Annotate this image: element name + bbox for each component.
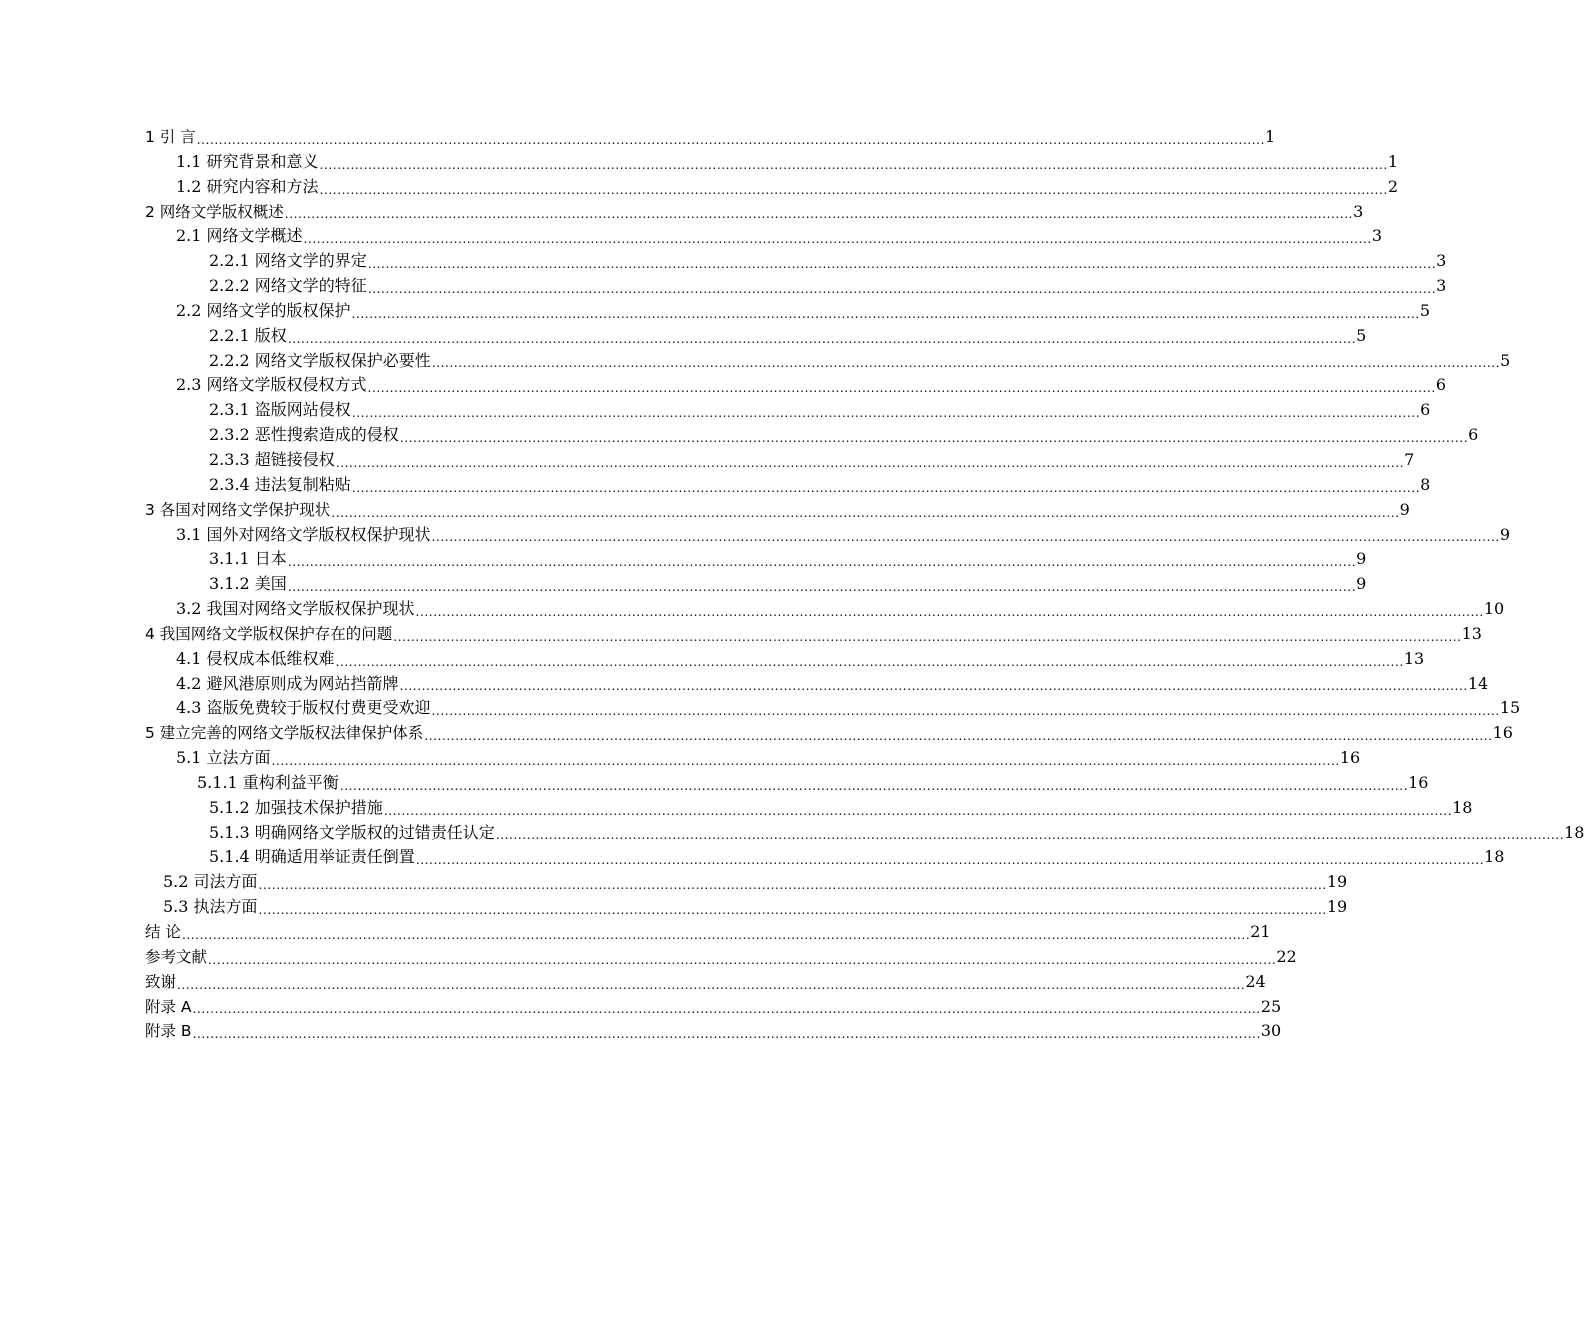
toc-entry-3-1[interactable] (145, 523, 1511, 548)
toc-page-number: 6 (1435, 375, 1447, 395)
toc-page-number: 13 (1461, 623, 1482, 643)
toc-title: 2.2.1 网络文学的界定 (209, 251, 367, 271)
toc-page-number: 18 (1484, 847, 1505, 867)
toc-title: 4.1 侵权成本低维权难 (176, 648, 335, 668)
toc-leader: .................................................................................................................................................................................................................................................. (208, 952, 1277, 967)
toc-title: 5.1.2 加强技术保护措施 (209, 797, 383, 817)
toc-page-number: 1 (1265, 127, 1276, 146)
toc-page-number: 9 (1356, 549, 1367, 569)
toc-leader: .................................................................................................................................................................................................................................................. (287, 331, 1357, 346)
toc-title: 5.1 立法方面 (176, 748, 271, 768)
toc-entry-4[interactable] (145, 622, 1482, 647)
toc-leader: .................................................................................................................................................................................................................................................. (424, 729, 1493, 744)
toc-leader: .................................................................................................................................................................................................................................................. (177, 977, 1246, 992)
toc-leader: .................................................................................................................................................................................................................................................. (383, 803, 1453, 818)
toc-page-number: 14 (1467, 673, 1489, 693)
toc-entry-4-2[interactable] (145, 672, 1489, 697)
toc-entry-references[interactable] (145, 945, 1297, 970)
toc-title: 2.1 网络文学概述 (176, 226, 303, 246)
toc-entry-2-3-3[interactable] (145, 448, 1415, 473)
toc-leader: .................................................................................................................................................................................................................................................. (287, 555, 1357, 570)
toc-leader: .................................................................................................................................................................................................................................................. (335, 455, 1405, 470)
toc-title: 参考文献 (145, 947, 208, 966)
toc-page-number: 16 (1408, 772, 1429, 792)
toc-title: 4 我国网络文学版权保护存在的问题 (145, 624, 393, 643)
toc-title: 2.3.1 盗版网站侵权 (209, 400, 351, 420)
toc-entry-5-3[interactable] (145, 895, 1348, 920)
toc-entry-4-1[interactable] (145, 647, 1425, 672)
toc-title: 4.3 盗版免费较于版权付费更受欢迎 (176, 698, 431, 718)
toc-title: 4.2 避风港原则成为网站挡箭牌 (176, 673, 399, 693)
toc-entry-2-2-1b[interactable] (145, 324, 1367, 349)
toc-entry-4-3[interactable] (145, 696, 1521, 721)
toc-page-number: 18 (1452, 797, 1473, 817)
toc-leader: .................................................................................................................................................................................................................................................. (431, 356, 1501, 371)
toc-leader: .................................................................................................................................................................................................................................................. (351, 306, 1420, 321)
toc-leader: .................................................................................................................................................................................................................................................. (339, 778, 1409, 793)
toc-title: 2.3 网络文学版权侵权方式 (176, 375, 367, 395)
toc-leader: .................................................................................................................................................................................................................................................. (399, 679, 1468, 694)
toc-page-number: 3 (1436, 251, 1447, 271)
toc-leader: .................................................................................................................................................................................................................................................. (287, 580, 1357, 595)
toc-leader: .................................................................................................................................................................................................................................................. (319, 157, 1388, 172)
toc-entry-2[interactable] (145, 200, 1364, 225)
toc-entry-5-1-3[interactable] (145, 821, 1584, 846)
toc-title: 5.1.4 明确适用举证责任倒置 (209, 847, 415, 867)
toc-entry-2-2-2[interactable] (145, 274, 1447, 299)
toc-page-number: 5 (1419, 300, 1431, 320)
toc-entry-1-2[interactable] (145, 175, 1399, 200)
toc-leader: .................................................................................................................................................................................................................................................. (303, 232, 1372, 247)
toc-title: 2.3.2 恶性搜索造成的侵权 (209, 425, 399, 445)
toc-title: 2.2 网络文学的版权保护 (176, 300, 351, 320)
toc-title: 2.3.4 违法复制粘贴 (209, 474, 351, 494)
toc-entry-2-3[interactable] (145, 373, 1447, 398)
toc-title: 2.2.1 版权 (209, 325, 287, 345)
toc-entry-conclusion[interactable] (145, 920, 1271, 945)
toc-entry-5-1-2[interactable] (145, 796, 1473, 821)
toc-leader: .................................................................................................................................................................................................................................................. (495, 828, 1565, 843)
toc-page-number: 9 (1399, 499, 1410, 519)
toc-leader: .................................................................................................................................................................................................................................................. (192, 1002, 1261, 1017)
toc-page-number: 3 (1353, 201, 1364, 221)
toc-entry-2-3-2[interactable] (145, 423, 1479, 448)
toc-page-number: 16 (1339, 748, 1361, 768)
toc-page-number: 3 (1371, 226, 1383, 246)
toc-entry-2-3-1[interactable] (145, 398, 1431, 423)
toc-title: 2.3.3 超链接侵权 (209, 449, 335, 469)
toc-entry-5-2[interactable] (145, 870, 1348, 895)
toc-page-number: 1 (1387, 151, 1399, 171)
toc-title: 5 建立完善的网络文学版权法律保护体系 (145, 724, 424, 743)
toc-title: 5.2 司法方面 (163, 872, 258, 892)
toc-title: 1 引 言 (145, 128, 196, 146)
toc-title: 3.1.2 美国 (209, 574, 287, 594)
toc-leader: .................................................................................................................................................................................................................................................. (393, 629, 1462, 644)
toc-leader: .................................................................................................................................................................................................................................................. (415, 604, 1484, 619)
toc-entry-3[interactable] (145, 498, 1410, 523)
toc-leader: .................................................................................................................................................................................................................................................. (367, 281, 1437, 296)
toc-leader: .................................................................................................................................................................................................................................................. (181, 927, 1251, 942)
toc-page-number: 9 (1499, 524, 1511, 544)
toc-title: 结 论 (145, 923, 181, 941)
toc-entry-3-1-1[interactable] (145, 547, 1367, 572)
toc-entry-5-1-1[interactable] (145, 771, 1429, 796)
toc-leader: .................................................................................................................................................................................................................................................. (331, 505, 1400, 520)
toc-page-number: 6 (1468, 425, 1479, 445)
toc-leader: .................................................................................................................................................................................................................................................. (319, 182, 1388, 197)
toc-page-number: 21 (1250, 922, 1271, 941)
toc-page-number: 9 (1356, 574, 1367, 594)
toc-leader: .................................................................................................................................................................................................................................................. (284, 207, 1354, 222)
toc-title: 3.2 我国对网络文学版权保护现状 (176, 599, 415, 619)
toc-title: 3 各国对网络文学保护现状 (145, 500, 331, 519)
toc-leader: .................................................................................................................................................................................................................................................. (415, 853, 1485, 868)
toc-page-number: 8 (1420, 474, 1431, 494)
toc-entry-1[interactable] (145, 125, 1276, 150)
toc-entry-2-1[interactable] (145, 224, 1383, 249)
toc-page-number: 22 (1276, 946, 1297, 966)
toc-leader: .................................................................................................................................................................................................................................................. (399, 430, 1469, 445)
toc-leader: .................................................................................................................................................................................................................................................. (351, 406, 1421, 421)
toc-page-number: 19 (1326, 897, 1348, 917)
toc-page-number: 16 (1492, 723, 1513, 743)
toc-page-number: 6 (1420, 400, 1431, 420)
toc-entry-2-3-4[interactable] (145, 473, 1431, 498)
toc-entry-2-2-2b[interactable] (145, 349, 1511, 374)
toc-page-number: 7 (1404, 449, 1415, 469)
toc-page-number: 19 (1326, 872, 1348, 892)
toc-leader: .................................................................................................................................................................................................................................................. (192, 1027, 1261, 1042)
toc-leader: .................................................................................................................................................................................................................................................. (431, 530, 1500, 545)
toc-leader: .................................................................................................................................................................................................................................................. (258, 878, 1327, 893)
toc-leader: .................................................................................................................................................................................................................................................. (258, 903, 1327, 917)
toc-title: 致谢 (145, 972, 177, 991)
toc-leader: .................................................................................................................................................................................................................................................. (335, 654, 1404, 669)
table-of-contents (145, 125, 1584, 1044)
toc-leader: .................................................................................................................................................................................................................................................. (271, 753, 1340, 768)
toc-leader: .................................................................................................................................................................................................................................................. (351, 480, 1421, 495)
toc-page-number: 5 (1356, 325, 1367, 345)
toc-entry-5-1-4[interactable] (145, 845, 1505, 870)
toc-entry-appendix-b[interactable] (145, 1019, 1282, 1044)
toc-page-number: 18 (1564, 822, 1584, 842)
toc-title: 1.2 研究内容和方法 (176, 176, 319, 196)
toc-leader: .................................................................................................................................................................................................................................................. (367, 381, 1436, 396)
toc-entry-2-2-1[interactable] (145, 249, 1447, 274)
toc-entry-1-1[interactable] (145, 150, 1399, 175)
toc-title: 3.1 国外对网络文学版权权保护现状 (176, 524, 431, 544)
toc-title: 5.1.3 明确网络文学版权的过错责任认定 (209, 822, 495, 842)
toc-entry-3-2[interactable] (145, 597, 1505, 622)
toc-leader: .................................................................................................................................................................................................................................................. (431, 704, 1500, 719)
toc-page-number: 24 (1245, 971, 1266, 991)
toc-entry-acknowledgements[interactable] (145, 970, 1266, 995)
toc-title: 1.1 研究背景和意义 (176, 151, 319, 171)
toc-leader: .................................................................................................................................................................................................................................................. (367, 257, 1437, 272)
toc-page-number: 13 (1403, 648, 1425, 668)
toc-page-number: 25 (1260, 996, 1282, 1016)
toc-entry-5-1[interactable] (145, 746, 1361, 771)
toc-entry-3-1-2[interactable] (145, 572, 1367, 597)
toc-leader: .................................................................................................................................................................................................................................................. (196, 132, 1266, 147)
toc-entry-2-2[interactable] (145, 299, 1431, 324)
toc-title: 2.2.2 网络文学的特征 (209, 276, 367, 296)
toc-title: 5.3 执法方面 (163, 897, 258, 917)
toc-entry-appendix-a[interactable] (145, 995, 1282, 1020)
toc-page-number: 2 (1387, 176, 1399, 196)
toc-page-number: 30 (1260, 1021, 1282, 1041)
toc-title: 附录 B (145, 1022, 192, 1041)
toc-page-number: 15 (1499, 698, 1521, 718)
toc-title: 2 网络文学版权概述 (145, 202, 284, 221)
toc-page-number: 5 (1500, 350, 1511, 370)
toc-title: 2.2.2 网络文学版权保护必要性 (209, 350, 431, 370)
toc-title: 附录 A (145, 997, 192, 1016)
toc-page-number: 3 (1436, 276, 1447, 296)
toc-title: 3.1.1 日本 (209, 549, 287, 569)
toc-page-number: 10 (1483, 599, 1505, 619)
toc-title: 5.1.1 重构利益平衡 (197, 772, 339, 792)
toc-entry-5[interactable] (145, 721, 1513, 746)
